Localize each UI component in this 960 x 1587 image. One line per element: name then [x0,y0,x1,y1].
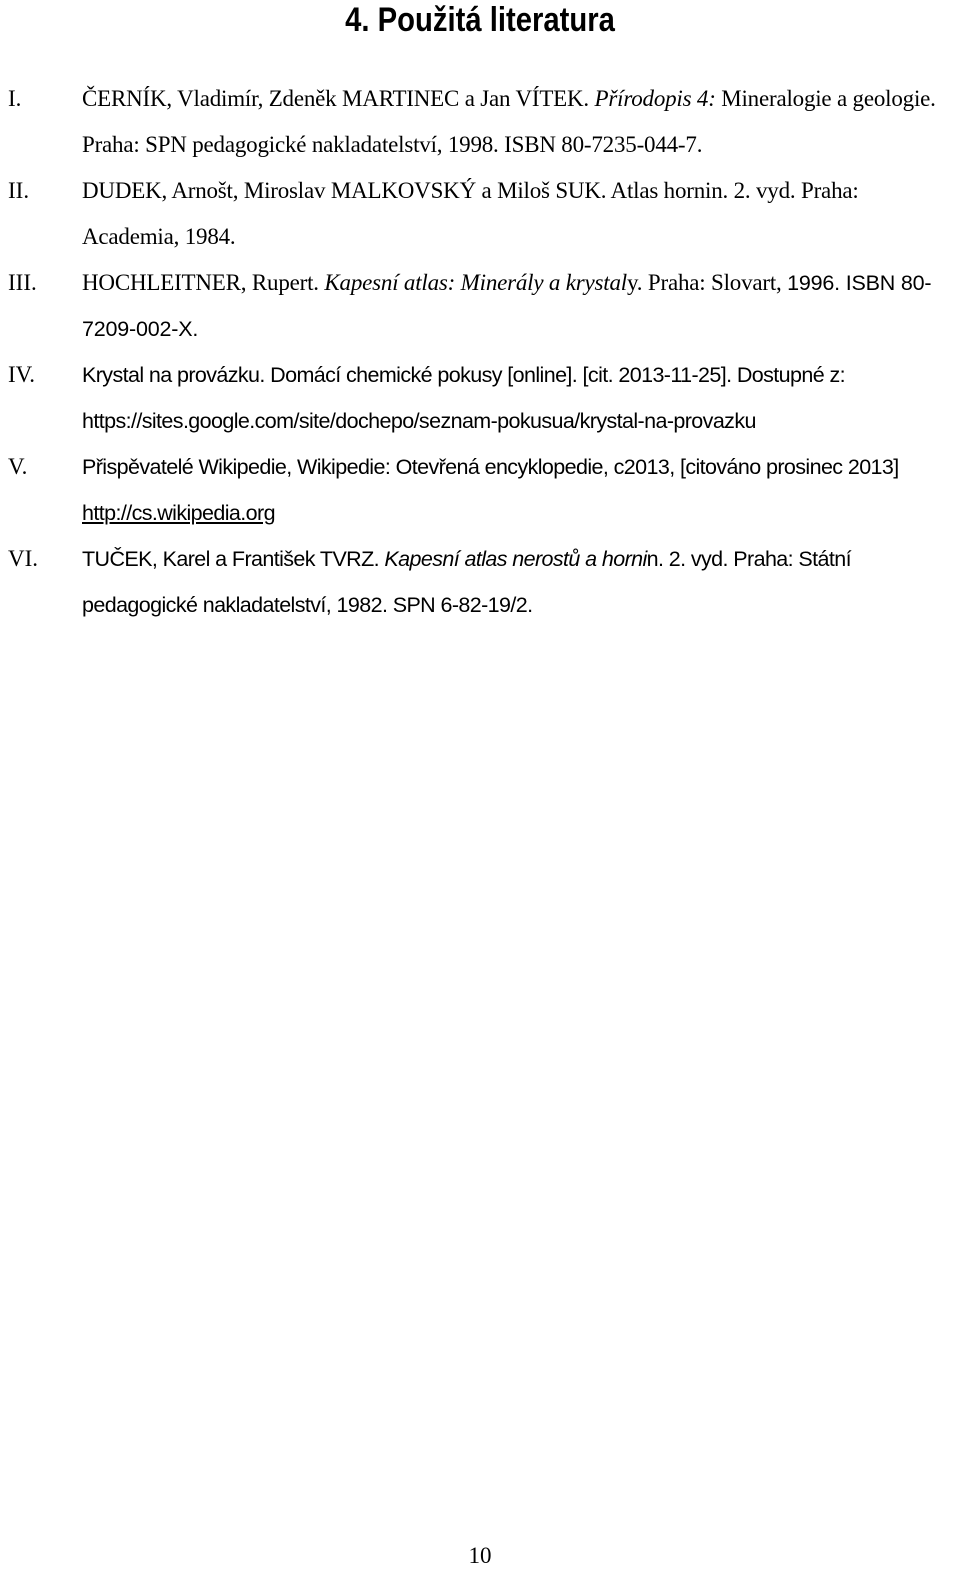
reference-title: Kapesní atlas nerostů a horni [384,547,647,571]
reference-details: Přispěvatelé Wikipedie, Wikipedie: Otevřená encyklopedie, c2013, [citováno prosinec 2013] [82,455,899,479]
reference-number: II. [8,178,30,203]
reference-details: n. 2. vyd. Praha: Státní pedagogické nakladatelství, 1982. SPN 6-82-19/2. [82,547,851,617]
reference-item [8,260,952,352]
reference-authors: ČERNÍK, Vladimír, Zdeněk MARTINEC a Jan VÍTEK. [82,86,595,111]
reference-item [8,536,952,628]
reference-item [8,168,952,260]
reference-text [82,352,952,444]
reference-text [82,536,952,628]
reference-details: Mineralogie a geologie. Praha: SPN pedagogické nakladatelství, 1998. ISBN 80-7235-044-7. [82,86,936,157]
reference-text [82,260,952,352]
reference-item [8,352,952,444]
reference-number: VI. [8,546,39,571]
reference-number: I. [8,86,22,111]
reference-isbn: 1996. ISBN 80-7209-002-X. [82,271,932,341]
reference-text [82,444,952,536]
reference-details: Krystal na provázku. Domácí chemické pokusy [online]. [cit. 2013-11-25]. Dostupné z: https://sites.google.com/site/dochepo/seznam-pokusua/krystal-na-provazku [82,363,846,433]
page-number: 10 [468,1543,492,1568]
reference-number: III. [8,270,37,295]
reference-authors: HOCHLEITNER, Rupert. [82,270,325,295]
reference-list [8,76,952,628]
page-heading: 4. Použitá literatura [345,1,615,39]
reference-number: V. [8,454,28,479]
reference-item [8,76,952,168]
reference-link[interactable]: http://cs.wikipedia.org [82,501,275,525]
reference-text [82,168,952,260]
reference-text [82,76,952,168]
reference-title: Kapesní atlas: Minerály a krystal [324,270,627,295]
reference-details: DUDEK, Arnošt, Miroslav MALKOVSKÝ a Miloš SUK. Atlas hornin. 2. vyd. Praha: Academia, 1984. [82,178,859,249]
reference-item [8,444,952,536]
reference-number: IV. [8,362,36,387]
reference-title: Přírodopis 4: [594,86,716,111]
reference-details: y. Praha: Slovart, [626,270,788,295]
reference-authors: TUČEK, Karel a František TVRZ. [82,547,385,571]
